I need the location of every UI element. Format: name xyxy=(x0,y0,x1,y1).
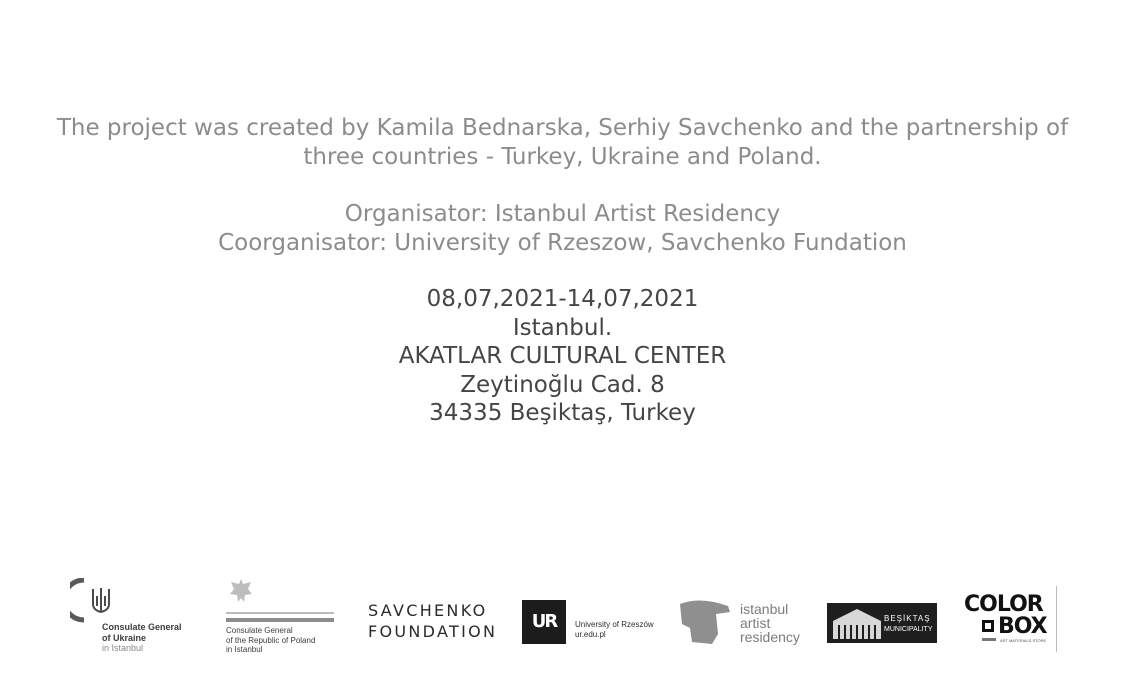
colorbox-divider xyxy=(1056,586,1057,652)
polish-eagle-icon xyxy=(226,576,256,606)
poland-consulate-line3: in Istanbul xyxy=(226,645,263,654)
logo-savchenko-foundation xyxy=(368,600,502,642)
event-city: Istanbul. xyxy=(512,314,613,341)
residency-line2: artist xyxy=(740,615,771,631)
event-dates: 08,07,2021-14,07,2021 xyxy=(426,286,699,312)
event-street: Zeytinoğlu Cad. 8 xyxy=(460,371,665,398)
ukraine-consulate-line1: Consulate General xyxy=(102,622,182,632)
besiktas-building-icon xyxy=(830,605,884,641)
event-venue: AKATLAR CULTURAL CENTER xyxy=(398,343,727,369)
besiktas-line1: BEŞİKTAŞ xyxy=(884,614,931,623)
poland-consulate-line1: Consulate General xyxy=(226,626,293,635)
savchenko-line2: FOUNDATION xyxy=(368,622,498,641)
logo-besiktas-municipality xyxy=(827,603,937,643)
organisers xyxy=(0,200,1125,258)
colorbox-line2: BOX xyxy=(998,614,1047,639)
logo-consulate-poland xyxy=(226,576,338,656)
logo-istanbul-artist-residency xyxy=(678,598,806,650)
colorbox-swatches xyxy=(982,638,996,641)
trident-icon xyxy=(90,586,112,616)
colorbox-line1: COLOR xyxy=(964,592,1043,617)
ukraine-consulate-line3: in Istanbul xyxy=(102,643,144,653)
ukraine-consulate-line2: of Ukraine xyxy=(102,632,147,643)
coorganiser-text: Coorganisator: University of Rzeszow, Savchenko Fundation xyxy=(218,230,907,256)
rzeszow-name: University of Rzeszów xyxy=(575,620,654,629)
event-postal: 34335 Beşiktaş, Turkey xyxy=(429,400,696,426)
savchenko-line1: SAVCHENKO xyxy=(368,601,488,620)
intro-line-1: The project was created by Kamila Bednarska, Serhiy Savchenko and the partnership of xyxy=(56,115,1069,141)
poland-divider-2 xyxy=(226,618,334,622)
poland-divider xyxy=(226,612,334,614)
residency-line1: istanbul xyxy=(740,601,789,617)
intro-text xyxy=(0,114,1125,172)
besiktas-line2: MUNICIPALITY xyxy=(884,626,933,633)
logo-colorbox xyxy=(962,586,1060,652)
intro-line-2: three countries - Turkey, Ukraine and Poland. xyxy=(303,144,822,170)
ur-mark-icon: UR xyxy=(522,600,566,644)
event-details xyxy=(0,285,1125,428)
colorbox-square-icon xyxy=(982,620,994,632)
residency-shape-icon xyxy=(678,598,734,646)
poland-consulate-line2: of the Republic of Poland xyxy=(226,635,316,645)
logo-university-rzeszow xyxy=(522,600,662,644)
rzeszow-url: ur.edu.pl xyxy=(575,630,606,639)
residency-line3: residency xyxy=(740,629,800,645)
organiser-text: Organisator: Istanbul Artist Residency xyxy=(344,201,781,227)
logo-consulate-ukraine xyxy=(70,576,185,656)
colorbox-tagline: ART MATERIALS STORE xyxy=(1000,638,1047,643)
